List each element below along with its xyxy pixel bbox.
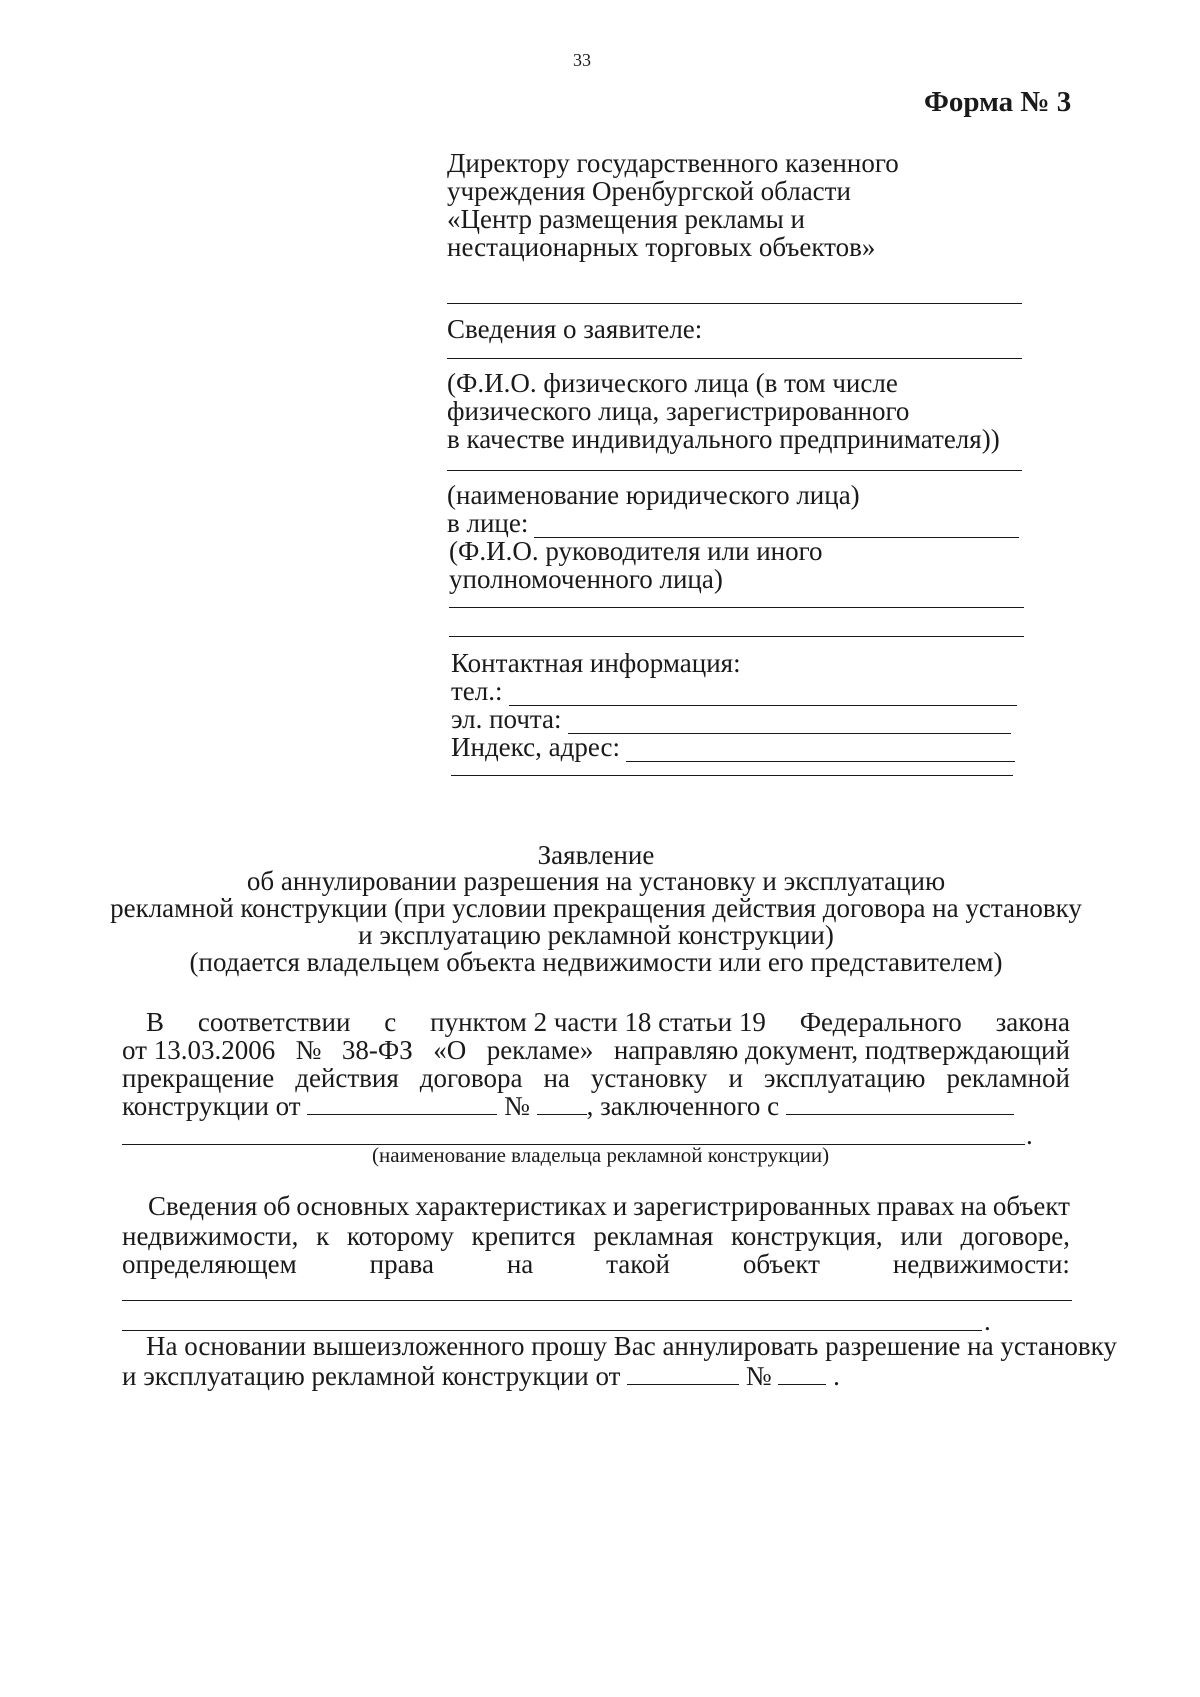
email-field[interactable] — [568, 709, 1011, 734]
statement-subtitle-2: рекламной конструкции (при условии прекращения действия договора на установку — [110, 893, 1082, 923]
addressee-line-1: Директору государственного казенного — [447, 148, 899, 178]
owner-hint: (наименование владельца рекламной конструкции) — [372, 1143, 830, 1167]
p1-word: прекращение — [122, 1063, 275, 1093]
p1-line-1 — [146, 1007, 1070, 1037]
concluded-with-field[interactable] — [786, 1092, 1014, 1115]
represented-by-row — [447, 508, 1019, 538]
extra-blank-line-1[interactable] — [449, 607, 1024, 608]
p2-word: об — [263, 1191, 291, 1221]
statement-title: Заявление — [537, 840, 655, 870]
p1-word: действия — [295, 1063, 399, 1093]
representative-hint-1: (Ф.И.О. руководителя или иного — [449, 536, 823, 566]
p1-word: 38-ФЗ — [341, 1035, 413, 1065]
p1-word: эксплуатацию — [763, 1063, 926, 1093]
p1-word: с — [384, 1007, 397, 1037]
page-number: 33 — [573, 50, 591, 70]
p3-line-1: На основании вышеизложенного прошу Вас аннулировать разрешение на установку — [146, 1331, 1117, 1361]
legal-entity-name-line[interactable] — [447, 470, 1022, 471]
p2-word: недвижимости, — [122, 1221, 299, 1251]
p1-word: договора — [419, 1063, 523, 1093]
p2-line-2 — [122, 1221, 1070, 1251]
p1-line-4 — [122, 1091, 1014, 1121]
p2-word: определяющем — [122, 1249, 297, 1279]
contract-date-label: конструкции от — [122, 1091, 301, 1121]
concluded-with-label: , заключенного с — [586, 1091, 780, 1121]
p1-word: на — [543, 1063, 570, 1093]
permit-date-field[interactable] — [627, 1362, 739, 1385]
p1-word: Федерального — [799, 1007, 962, 1037]
p2-word: или — [900, 1221, 943, 1251]
individual-hint-2: физического лица, зарегистрированного — [447, 396, 910, 426]
p2-word: объект — [742, 1249, 820, 1279]
permit-number-label: № — [745, 1361, 772, 1391]
addressee-line-4: нестационарных торговых объектов» — [447, 232, 876, 262]
represented-by-field[interactable] — [534, 513, 1019, 538]
p1-word: соответствии — [197, 1007, 351, 1037]
p2-word: и — [612, 1191, 628, 1221]
applicant-heading: Сведения о заявителе: — [447, 314, 703, 344]
property-info-period: . — [984, 1306, 991, 1336]
legal-entity-hint: (наименование юридического лица) — [447, 480, 860, 510]
address-field[interactable] — [626, 737, 1015, 762]
p2-word: крепится — [471, 1221, 576, 1251]
statement-subtitle-1: об аннулировании разрешения на установку и эксплуатацию — [246, 866, 946, 896]
phone-row — [451, 676, 1017, 706]
contract-date-field[interactable] — [307, 1092, 497, 1115]
permit-date-label: и эксплуатацию рекламной конструкции от — [122, 1361, 621, 1391]
p2-word: на — [960, 1191, 987, 1221]
address-continuation-line[interactable] — [451, 775, 1013, 776]
p1-word: рекламной — [946, 1063, 1070, 1093]
p1-word: установку — [590, 1063, 708, 1093]
p2-word: рекламная — [593, 1221, 714, 1251]
p1-line-3 — [122, 1063, 1070, 1093]
p2-word: на — [506, 1249, 534, 1279]
p2-word: характеристиках — [415, 1191, 607, 1221]
contract-number-field[interactable] — [537, 1092, 587, 1115]
blank-line-above-applicant[interactable] — [447, 303, 1022, 304]
p1-word: В — [146, 1007, 165, 1037]
p2-word: недвижимости: — [892, 1249, 1070, 1279]
p2-word: договоре, — [960, 1221, 1070, 1251]
p1-word: пунктом 2 части 18 статьи 19 — [430, 1007, 766, 1037]
individual-hint-1: (Ф.И.О. физического лица (в том числе — [447, 368, 898, 398]
statement-subtitle-4: (подается владельцем объекта недвижимости или его представителем) — [189, 947, 1003, 977]
p2-line-1 — [148, 1191, 1070, 1221]
p2-word: основных — [296, 1191, 410, 1221]
addressee-line-2: учреждения Оренбургской области — [447, 176, 851, 206]
form-number: Форма № 3 — [924, 86, 1072, 118]
address-label: Индекс, адрес: — [451, 732, 620, 762]
email-row — [451, 704, 1011, 734]
p1-word: рекламе» — [486, 1035, 594, 1065]
p2-word: которому — [346, 1221, 454, 1251]
extra-blank-line-2[interactable] — [449, 636, 1024, 637]
p1-word: «О — [433, 1035, 467, 1065]
p1-word: от 13.03.2006 — [122, 1035, 276, 1065]
p2-word: права — [369, 1249, 434, 1279]
p1-word: направляю документ, подтверждающий — [613, 1035, 1070, 1065]
p1-word: № — [295, 1035, 322, 1065]
property-info-line-1[interactable] — [122, 1300, 1072, 1301]
p2-word: объект — [992, 1191, 1070, 1221]
p2-word: к — [316, 1221, 330, 1251]
contract-number-label: № — [504, 1091, 530, 1121]
p2-word: правах — [876, 1191, 955, 1221]
p1-line-2 — [122, 1035, 1070, 1065]
email-label: эл. почта: — [451, 704, 562, 734]
p1-word: и — [728, 1063, 743, 1093]
individual-hint-3: в качестве индивидуального предпринимателя)) — [447, 424, 1000, 454]
p2-word: Сведения — [148, 1191, 258, 1221]
p1-word: закона — [995, 1007, 1070, 1037]
owner-line-period: . — [1026, 1120, 1033, 1150]
p2-word: зарегистрированных — [633, 1191, 871, 1221]
address-row — [451, 732, 1015, 762]
individual-name-line[interactable] — [447, 358, 1022, 359]
addressee-line-3: «Центр размещения рекламы и — [447, 204, 805, 234]
represented-by-label: в лице: — [447, 508, 529, 538]
permit-number-field[interactable] — [778, 1362, 826, 1385]
p2-line-3 — [122, 1249, 1070, 1279]
contacts-heading: Контактная информация: — [451, 648, 741, 678]
representative-hint-2: уполномоченного лица) — [449, 564, 723, 594]
p2-word: такой — [606, 1249, 670, 1279]
phone-label: тел.: — [451, 676, 503, 706]
phone-field[interactable] — [509, 681, 1017, 706]
p2-word: конструкция, — [731, 1221, 883, 1251]
statement-subtitle-3: и эксплуатацию рекламной конструкции) — [358, 920, 834, 950]
p3-line-2 — [122, 1361, 840, 1391]
end-period: . — [833, 1361, 840, 1391]
